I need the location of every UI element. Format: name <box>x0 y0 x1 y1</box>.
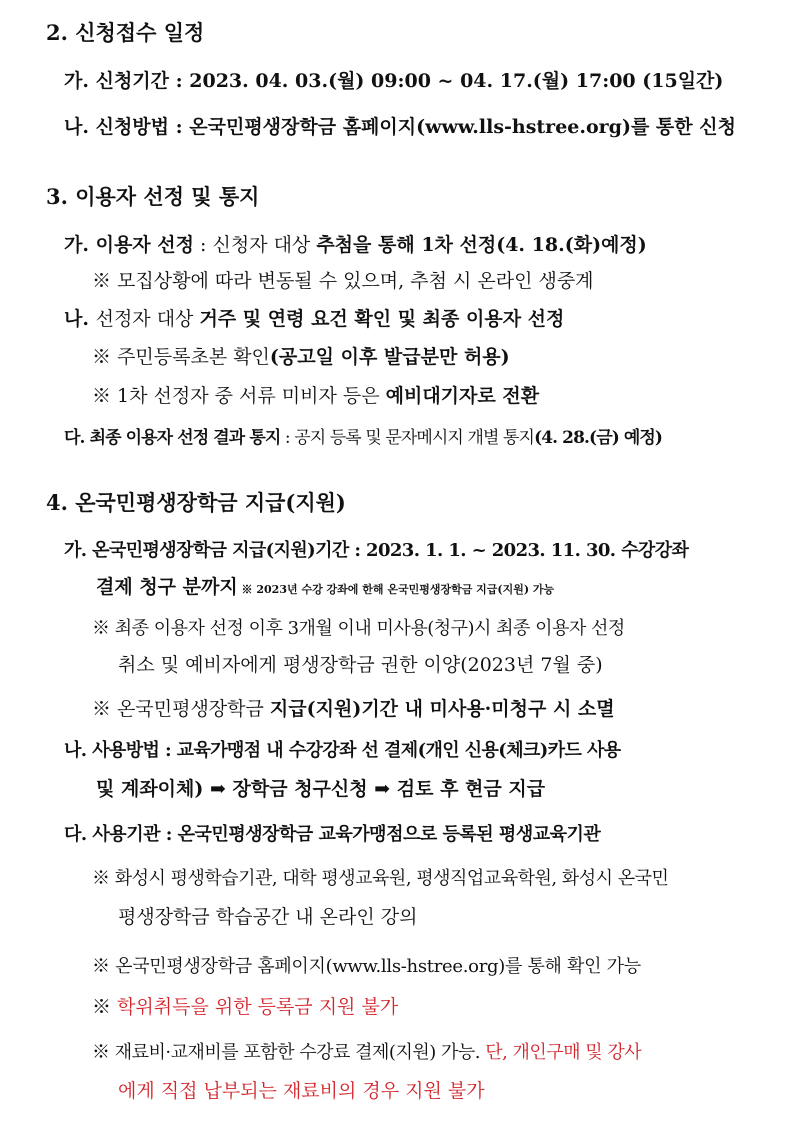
note-red-text: 학위취득을 위한 등록금 지원 불가 <box>117 996 399 1018</box>
note-normal-text: ※ 재료비·교재비를 포함한 수강료 결제(지원) 가능. <box>92 1042 486 1063</box>
section-2-item-ga <box>64 68 723 94</box>
note-bold-text: 예비대기자로 전환 <box>385 385 540 407</box>
small-note: ※ 2023년 수강 강좌에 한해 온국민평생장학금 지급(지원) 가능 <box>237 583 555 596</box>
item-label: 이용자 선정 <box>95 234 194 256</box>
section-3-item-da <box>64 425 662 451</box>
item-prefix: 나. <box>64 116 96 138</box>
note-mark: ※ <box>92 996 118 1018</box>
item-prefix: 가. <box>64 234 96 256</box>
section-4-na-line2: 및 계좌이체) ➡ 장학금 청구신청 ➡ 검토 후 현금 지급 <box>96 778 546 800</box>
section-3-item-na <box>64 306 564 332</box>
item-bold-text: 추첨을 통해 1차 선정(4. 18.(화)예정) <box>316 234 647 256</box>
application-period: 신청기간 : 2023. 04. 03.(월) 09:00 ~ 04. 17.(월) 17:00 (15일간) <box>95 70 724 92</box>
section-4-ga-line2 <box>96 574 554 603</box>
section-2-title: 2. 신청접수 일정 <box>46 20 205 45</box>
item-normal-text: 선정자 대상 <box>95 308 200 330</box>
note-normal-text: ※ 주민등록초본 확인 <box>92 346 270 368</box>
section-3-item-ga <box>64 232 647 258</box>
section-4-ga-note-1-line2: 취소 및 예비자에게 평생장학금 권한 이양(2023년 7월 중) <box>118 654 603 676</box>
section-4-da-note-3 <box>92 994 398 1020</box>
item-prefix: 나. <box>64 308 96 330</box>
item-bold-text: (4. 28.(금) 예정) <box>534 428 663 448</box>
item-label: 최종 이용자 선정 결과 통지 <box>89 428 281 448</box>
section-4-item-da <box>64 822 600 848</box>
item-prefix: 가. <box>64 540 93 561</box>
item-prefix: 다. <box>64 824 93 845</box>
section-3-ga-note: ※ 모집상황에 따라 변동될 수 있으며, 추첨 시 온라인 생중계 <box>92 270 594 292</box>
usage-method: 사용방법 : 교육가맹점 내 수강강좌 선 결제(개인 신용(체크)카드 사용 <box>92 740 621 761</box>
section-3-na-note-2 <box>92 383 539 409</box>
section-3-na-note-1 <box>92 344 510 370</box>
section-4-title: 4. 온국민평생장학금 지급(지원) <box>46 490 346 515</box>
item-prefix: 가. <box>64 70 96 92</box>
section-4-item-ga <box>64 538 688 564</box>
item-bold-text: 거주 및 연령 요건 확인 및 최종 이용자 선정 <box>199 308 565 330</box>
section-4-da-note-4-line1 <box>92 1040 641 1066</box>
section-4-da-note-1-line1: ※ 화성시 평생학습기관, 대학 평생교육원, 평생직업교육학원, 화성시 온국민 <box>92 868 669 889</box>
note-normal-text: ※ 온국민평생장학금 <box>92 698 270 720</box>
section-2-item-na <box>64 114 736 140</box>
item-prefix: 다. <box>64 428 90 448</box>
section-4-da-note-1-line2: 평생장학금 학습공간 내 온라인 강의 <box>118 906 418 928</box>
section-4-ga-note-1-line1: ※ 최종 이용자 선정 이후 3개월 이내 미사용(청구)시 최종 이용자 선정 <box>92 618 625 639</box>
note-bold-text: 지급(지원)기간 내 미사용·미청구 시 소멸 <box>269 698 615 720</box>
application-method: 신청방법 : 온국민평생장학금 홈페이지(www.lls-hstree.org)를 통한 신청 <box>95 116 736 138</box>
item-prefix: 나. <box>64 740 93 761</box>
support-period: 온국민평생장학금 지급(지원)기간 : 2023. 1. 1. ~ 2023. 11. 30. 수강강좌 <box>92 540 689 561</box>
item-normal-text: : 공지 등록 및 문자메시지 개별 통지 <box>280 428 535 448</box>
section-4-da-note-4-line2: 에게 직접 납부되는 재료비의 경우 지원 불가 <box>118 1080 485 1102</box>
support-period-cont: 결제 청구 분까지 <box>96 576 238 598</box>
section-4-item-na <box>64 738 621 764</box>
item-normal-text: : 신청자 대상 <box>193 234 317 256</box>
section-4-da-note-2: ※ 온국민평생장학금 홈페이지(www.lls-hstree.org)를 통해 확인 가능 <box>92 956 641 977</box>
section-4-ga-note-2 <box>92 696 615 722</box>
note-bold-text: (공고일 이후 발급분만 허용) <box>269 346 510 368</box>
note-normal-text: ※ 1차 선정자 중 서류 미비자 등은 <box>92 385 386 407</box>
usage-institutions: 사용기관 : 온국민평생장학금 교육가맹점으로 등록된 평생교육기관 <box>92 824 601 845</box>
note-red-text: 단, 개인구매 및 강사 <box>485 1042 642 1063</box>
section-3-title: 3. 이용자 선정 및 통지 <box>46 184 260 209</box>
